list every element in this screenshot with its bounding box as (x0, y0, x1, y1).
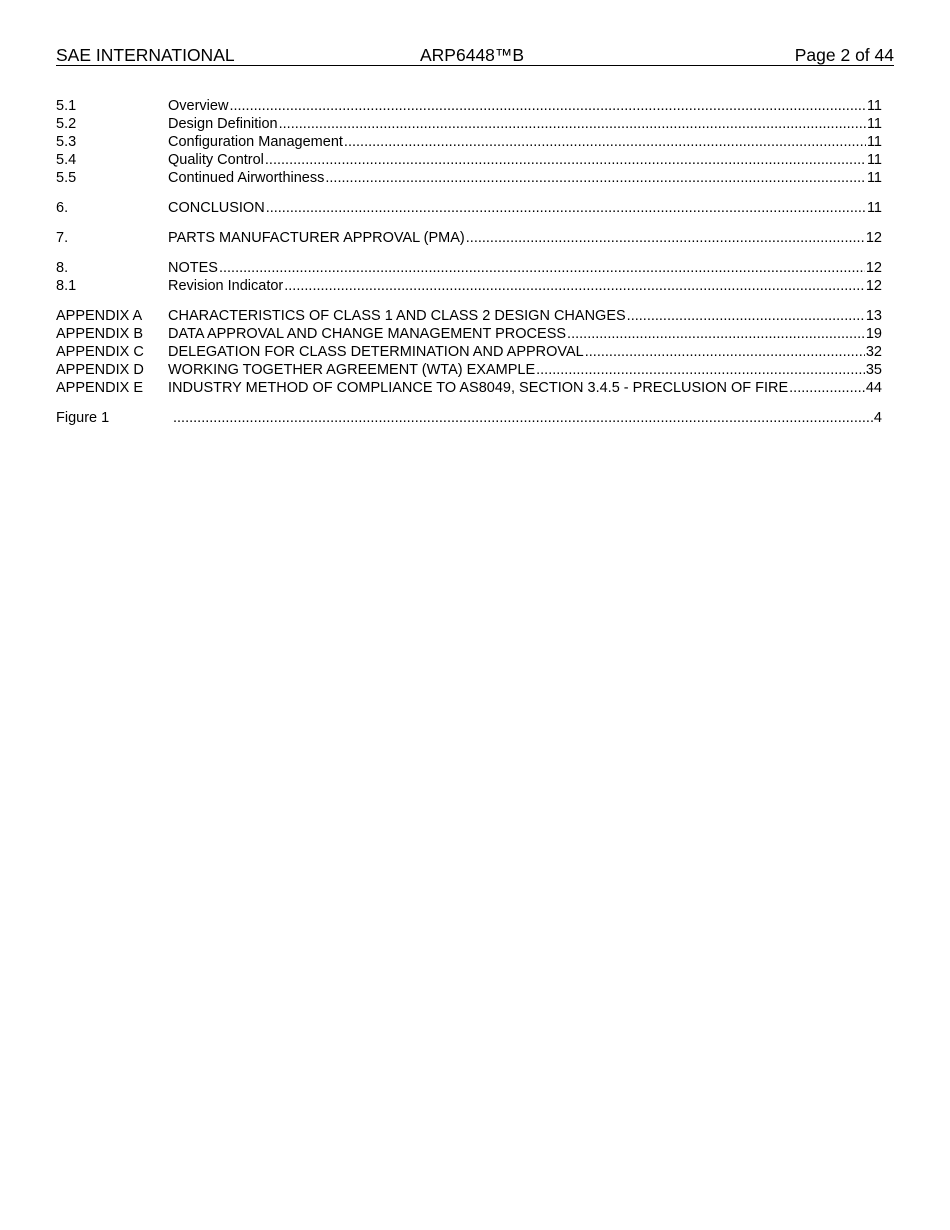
toc-entry-title: CONCLUSION (168, 200, 265, 216)
toc-entry-number: APPENDIX B (56, 326, 144, 342)
toc-entry-title: Design Definition (168, 116, 278, 132)
toc-entry-page: 12 (865, 230, 882, 246)
toc-entry-number: APPENDIX D (56, 362, 144, 378)
toc-dot-leader (229, 97, 866, 115)
header-page-number: Page 2 of 44 (794, 45, 894, 65)
toc-entry[interactable] (56, 361, 882, 379)
toc-dot-leader (279, 115, 866, 133)
toc-entry-number: 5.2 (56, 116, 77, 132)
toc-entry-page: 12 (865, 260, 882, 276)
toc-entry-number: 5.4 (56, 152, 77, 168)
header-document-id: ARP6448™B (420, 45, 525, 65)
toc-entry-number: 8.1 (56, 278, 77, 294)
toc-entry[interactable] (56, 151, 882, 169)
toc-dot-leader (585, 343, 865, 361)
toc-entry-title: Overview (168, 98, 229, 114)
toc-entry-page: 11 (866, 98, 882, 114)
toc-entry-title: NOTES (168, 260, 218, 276)
toc-entry-title: Quality Control (168, 152, 264, 168)
toc-entry-page: 11 (866, 116, 882, 132)
toc-entry[interactable] (56, 169, 882, 187)
toc-dot-leader (789, 379, 865, 397)
toc-entry-number: 5.1 (56, 98, 77, 114)
toc-dot-leader (567, 325, 865, 343)
toc-entry-number: Figure 1 (56, 410, 110, 426)
toc-entry-title: INDUSTRY METHOD OF COMPLIANCE TO AS8049, SECTION 3.4.5 - PRECLUSION OF FIRE (168, 380, 789, 396)
toc-entry-page: 11 (866, 134, 882, 150)
toc-entry[interactable] (56, 133, 882, 151)
toc-entry-number: 5.5 (56, 170, 77, 186)
toc-group-section-6 (56, 199, 882, 217)
toc-entry-page: 32 (865, 344, 882, 360)
toc-group-section-5 (56, 97, 882, 187)
toc-entry-number: APPENDIX C (56, 344, 144, 360)
toc-group-appendices (56, 307, 882, 397)
toc-dot-leader (325, 169, 866, 187)
toc-group-section-7 (56, 229, 882, 247)
toc-entry-title: WORKING TOGETHER AGREEMENT (WTA) EXAMPLE (168, 362, 536, 378)
toc-entry-title: PARTS MANUFACTURER APPROVAL (PMA) (168, 230, 465, 246)
toc-dot-leader (265, 151, 866, 169)
toc-dot-leader (284, 277, 865, 295)
toc-entry-page: 19 (865, 326, 882, 342)
toc-entry-page: 11 (866, 152, 882, 168)
toc-entry-number: 6. (56, 200, 69, 216)
toc-entry[interactable] (56, 343, 882, 361)
toc-dot-leader (173, 409, 873, 427)
toc-entry-number: APPENDIX E (56, 380, 144, 396)
toc-entry-page: 11 (866, 170, 882, 186)
toc-entry[interactable] (56, 325, 882, 343)
toc-entry-title: DATA APPROVAL AND CHANGE MANAGEMENT PROCESS (168, 326, 567, 342)
toc-dot-leader (219, 259, 865, 277)
toc-entry-page: 35 (865, 362, 882, 378)
toc-entry[interactable] (56, 379, 882, 397)
toc-entry[interactable] (56, 199, 882, 217)
toc-dot-leader (466, 229, 865, 247)
toc-entry-number: 5.3 (56, 134, 77, 150)
toc-entry-page: 11 (866, 200, 882, 216)
toc-entry-title: Revision Indicator (168, 278, 284, 294)
toc-entry-page: 4 (873, 410, 882, 426)
toc-dot-leader (266, 199, 866, 217)
toc-entry-title: Configuration Management (168, 134, 343, 150)
toc-entry[interactable] (56, 259, 882, 277)
toc-dot-leader (344, 133, 866, 151)
toc-entry-page: 44 (865, 380, 882, 396)
page-header (56, 44, 894, 66)
header-organization: SAE INTERNATIONAL (56, 45, 235, 65)
toc-entry-page: 12 (865, 278, 882, 294)
toc-entry-page: 13 (865, 308, 882, 324)
toc-entry-title: Continued Airworthiness (168, 170, 325, 186)
toc-entry[interactable] (56, 97, 882, 115)
toc-entry[interactable] (56, 229, 882, 247)
toc-group-figures (56, 409, 882, 427)
toc-group-section-8 (56, 259, 882, 295)
table-of-contents (56, 97, 882, 439)
toc-entry[interactable] (56, 115, 882, 133)
toc-entry-title: DELEGATION FOR CLASS DETERMINATION AND APPROVAL (168, 344, 584, 360)
toc-entry-number: APPENDIX A (56, 308, 143, 324)
toc-entry[interactable] (56, 277, 882, 295)
toc-entry-number: 7. (56, 230, 69, 246)
toc-dot-leader (536, 361, 865, 379)
toc-entry-number: 8. (56, 260, 69, 276)
toc-dot-leader (627, 307, 865, 325)
toc-entry[interactable] (56, 409, 882, 427)
toc-entry[interactable] (56, 307, 882, 325)
toc-entry-title: CHARACTERISTICS OF CLASS 1 AND CLASS 2 DESIGN CHANGES (168, 308, 626, 324)
